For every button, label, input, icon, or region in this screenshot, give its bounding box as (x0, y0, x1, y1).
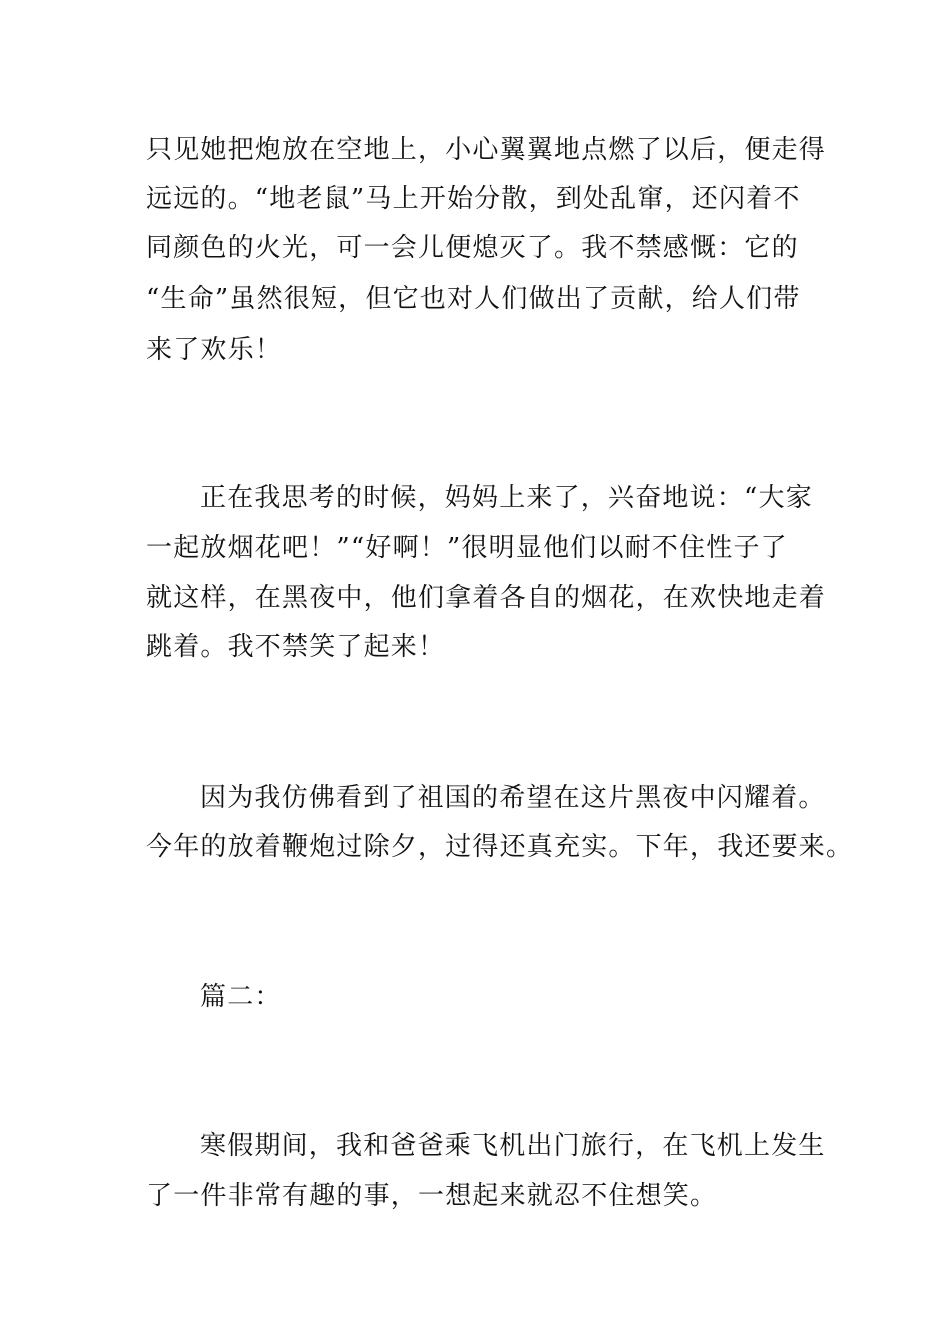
paragraph-line: 只见她把炮放在空地上，小心翼翼地点燃了以后，便走得 (146, 135, 827, 165)
paragraph-line: 跳着。我不禁笑了起来！ (146, 632, 446, 662)
paragraph-line: 因为我仿佛看到了祖国的希望在这片黑夜中闪耀着。 (200, 783, 826, 813)
paragraph-line: 寒假期间，我和爸爸乘飞机出门旅行，在飞机上发生 (200, 1131, 826, 1161)
paragraph-line: 一起放烟花吧！”“好啊！”很明显他们以耐不住性子了 (146, 533, 788, 563)
paragraph-line: 正在我思考的时候，妈妈上来了，兴奋地说：“大家 (200, 483, 813, 513)
paragraph-line: 同颜色的火光，可一会儿便熄灭了。我不禁感慨：它的 (146, 233, 799, 263)
paragraph-line: 了一件非常有趣的事，一想起来就忍不住想笑。 (146, 1181, 718, 1211)
paragraph-line: “生命”虽然很短，但它也对人们做出了贡献，给人们带 (146, 284, 801, 314)
paragraph-line: 来了欢乐！ (146, 335, 283, 365)
paragraph-line: 就这样，在黑夜中，他们拿着各自的烟花，在欢快地走着 (146, 583, 827, 613)
paragraph-line: 今年的放着鞭炮过除夕，过得还真充实。下年，我还要来。 (146, 832, 854, 862)
paragraph-line: 远远的。“地老鼠”马上开始分散，到处乱窜，还闪着不 (146, 184, 801, 214)
section-heading: 篇二： (200, 982, 282, 1012)
